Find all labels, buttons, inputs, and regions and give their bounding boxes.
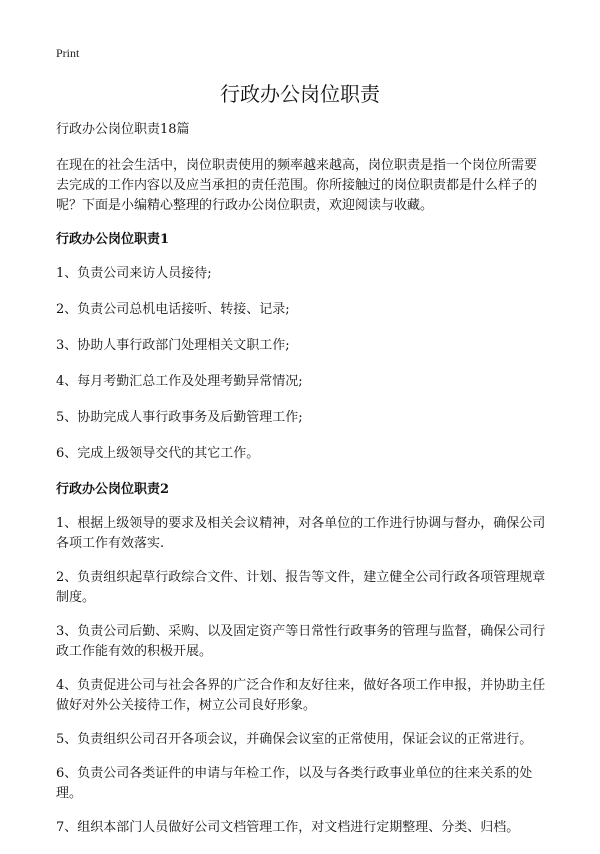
list-item: 3、负责公司后勤、采购、以及固定资产等日常性行政事务的管理与监督，确保公司行政工作能有效的积极开展。 <box>56 624 546 659</box>
list-item: 1、负责公司来访人员接待; <box>56 266 212 281</box>
document-body <box>56 120 546 854</box>
section-2 <box>56 480 546 838</box>
list-item: 2、负责公司总机电话接听、转接、记录; <box>56 302 290 317</box>
list-item: 2、负责组织起草行政综合文件、计划、报告等文件，建立健全公司行政各项管理规章制度。 <box>56 570 546 605</box>
list-item: 6、负责公司各类证件的申请与年检工作，以及与各类行政事业单位的往来关系的处理。 <box>56 766 533 801</box>
document-title: 行政办公岗位职责 <box>220 82 380 106</box>
list-item: 5、负责组织公司召开各项会议，并确保会议室的正常使用，保证会议的正常进行。 <box>56 732 533 747</box>
intro-paragraph: 在现在的社会生活中，岗位职责使用的频率越来越高，岗位职责是指一个岗位所需要去完成的工作内容以及应当承担的责任范围。你所接触过的岗位职责都是什么样子的呢？下面是小编精心整理的行政办公岗位职责，欢迎阅读与收藏。 <box>56 158 538 213</box>
section-heading: 行政办公岗位职责2 <box>56 482 170 497</box>
print-link[interactable]: Print <box>56 46 80 60</box>
list-item: 5、协助完成人事行政事务及后勤管理工作; <box>56 410 303 425</box>
list-item: 3、协助人事行政部门处理相关文职工作; <box>56 338 290 353</box>
list-item: 4、负责促进公司与社会各界的广泛合作和友好往来，做好各项工作申报，并协助主任做好对外公关接待工作，树立公司良好形象。 <box>56 678 546 713</box>
list-item: 6、完成上级领导交代的其它工作。 <box>56 446 260 461</box>
list-item: 7、组织本部门人员做好公司文档管理工作，对文档进行定期整理、分类、归档。 <box>56 820 520 835</box>
section-1 <box>56 230 546 464</box>
list-item: 4、每月考勤汇总工作及处理考勤异常情况; <box>56 374 303 389</box>
section-heading: 行政办公岗位职责1 <box>56 232 170 247</box>
document-subtitle: 行政办公岗位职责18篇 <box>56 122 190 137</box>
list-item: 1、根据上级领导的要求及相关会议精神，对各单位的工作进行协调与督办，确保公司各项工作有效落实. <box>56 516 546 551</box>
